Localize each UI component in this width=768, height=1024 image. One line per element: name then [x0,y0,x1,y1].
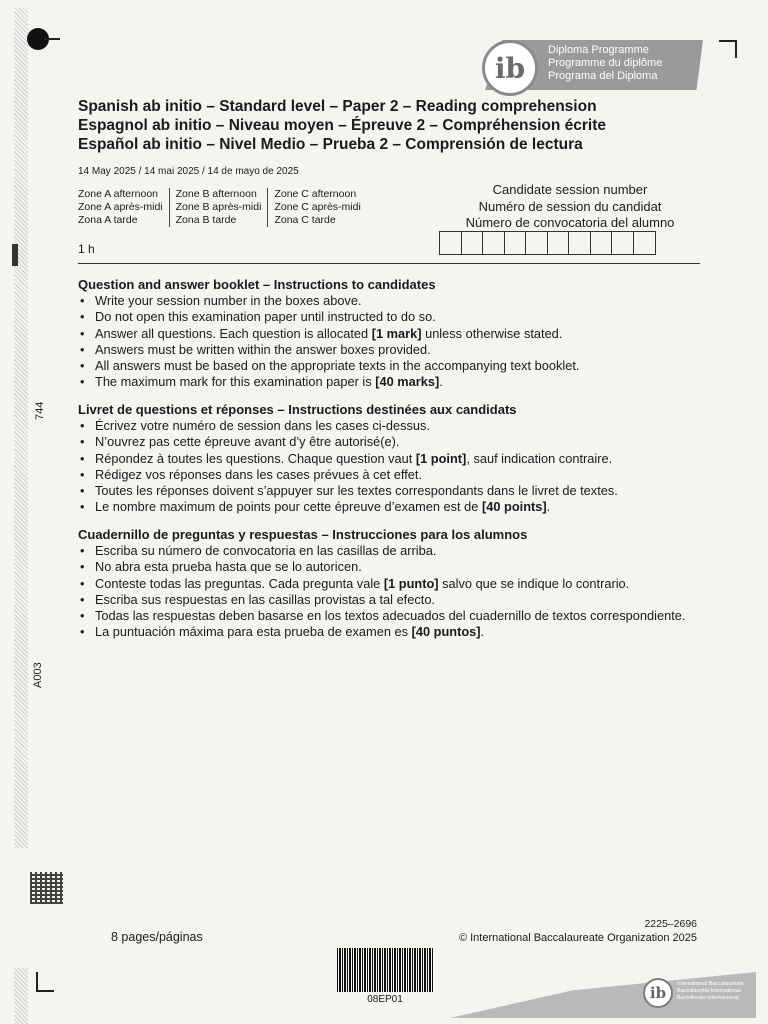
instructions-spanish [78,526,698,641]
ib-logo-text: Diploma Programme Programme du diplôme Programa del Diploma [548,44,663,82]
instruction-item: • All answers must be based on the appropriate texts in the accompanying text booklet. [78,358,698,374]
header-divider [78,263,700,264]
exam-duration: 1 h [78,242,95,256]
corner-mark-bottom-left [36,972,38,992]
section-title: Question and answer booklet – Instructions to candidates [78,277,436,292]
corner-mark-top-right [735,40,737,58]
instruction-item: • Do not open this examination paper until instructed to do so. [78,309,698,325]
instruction-item: • Rédigez vos réponses dans les cases prévues à cet effet. [78,467,698,483]
instruction-item: • Write your session number in the boxes above. [78,293,698,309]
zone-column: Zone B afternoon Zone B après-midi Zona B tarde [176,188,269,227]
side-mark [12,244,18,266]
instructions-french [78,401,698,516]
session-number-box[interactable] [591,232,613,254]
paper-code: 2225–2696 [644,918,697,930]
left-hatched-strip-bottom [14,968,28,1024]
ib-footer-logo-icon: ib [643,978,673,1008]
exam-titles [78,97,606,154]
session-number-boxes[interactable] [439,231,656,255]
instruction-item: • The maximum mark for this examination paper is [40 marks]. [78,374,698,390]
candidate-session-label: Candidate session number Numéro de session du candidat Número de convocatoria del alumno [465,182,675,230]
barcode-number: 08EP01 [367,994,403,1005]
instruction-item: • Répondez à toutes les questions. Chaque question vaut [1 point], sauf indication contraire. [78,451,698,467]
session-number-box[interactable] [569,232,591,254]
session-number-box[interactable] [440,232,462,254]
instruction-item: • Answers must be written within the answer boxes provided. [78,342,698,358]
zone-column: Zone C afternoon Zone C après-midi Zona C tarde [274,188,361,226]
instruction-item: • N’ouvrez pas cette épreuve avant d’y être autorisé(e). [78,434,698,450]
instructions-english [78,276,698,391]
side-code-bottom: A003 [32,662,44,688]
side-code-top: 744 [34,401,46,420]
session-number-box[interactable] [462,232,484,254]
title-spanish: Español ab initio – Nivel Medio – Prueba 2 – Comprensión de lectura [78,136,583,153]
page-count: 8 pages/páginas [111,930,203,944]
session-number-box[interactable] [548,232,570,254]
datamatrix-code [30,872,63,904]
instruction-item: • Escriba su número de convocatoria en las casillas de arriba. [78,543,698,559]
session-number-box[interactable] [526,232,548,254]
exam-date: 14 May 2025 / 14 mai 2025 / 14 de mayo de 2025 [78,166,299,177]
copyright-notice: © International Baccalaureate Organization 2025 [458,932,697,944]
corner-mark-bottom-left [36,990,54,992]
zone-table [78,188,373,227]
title-english: Spanish ab initio – Standard level – Paper 2 – Reading comprehension [78,98,597,115]
instruction-item: • Conteste todas las preguntas. Cada pregunta vale [1 punto] salvo que se indique lo contrario. [78,576,698,592]
section-title: Livret de questions et réponses – Instructions destinées aux candidats [78,402,517,417]
instruction-item: • Écrivez votre numéro de session dans les cases ci-dessus. [78,418,698,434]
zone-column: Zone A afternoon Zone A après-midi Zona A tarde [78,188,170,227]
instruction-item: • Todas las respuestas deben basarse en los textos adecuados del cuadernillo de textos correspondiente. [78,608,698,624]
instruction-item: • Answer all questions. Each question is allocated [1 mark] unless otherwise stated. [78,326,698,342]
title-french: Espagnol ab initio – Niveau moyen – Épreuve 2 – Compréhension écrite [78,117,607,134]
barcode [337,948,433,992]
section-title: Cuadernillo de preguntas y respuestas – Instrucciones para los alumnos [78,527,528,542]
session-number-box[interactable] [505,232,527,254]
session-number-box[interactable] [483,232,505,254]
registration-line [44,38,60,40]
session-number-box[interactable] [612,232,634,254]
ib-footer-logo-text: International Baccalaureate Baccalauréat International Bachillerato Internacional [677,981,744,1001]
left-hatched-strip [14,8,28,848]
instruction-item: • Escriba sus respuestas en las casillas provistas a tal efecto. [78,592,698,608]
instruction-item: • La puntuación máxima para esta prueba de examen es [40 puntos]. [78,624,698,640]
session-number-box[interactable] [634,232,656,254]
instruction-item: • Toutes les réponses doivent s’appuyer sur les textes correspondants dans le livret de textes. [78,483,698,499]
instruction-item: • No abra esta prueba hasta que se lo autoricen. [78,559,698,575]
ib-logo-icon: ib [482,40,538,96]
instruction-item: • Le nombre maximum de points pour cette épreuve d’examen est de [40 points]. [78,499,698,515]
